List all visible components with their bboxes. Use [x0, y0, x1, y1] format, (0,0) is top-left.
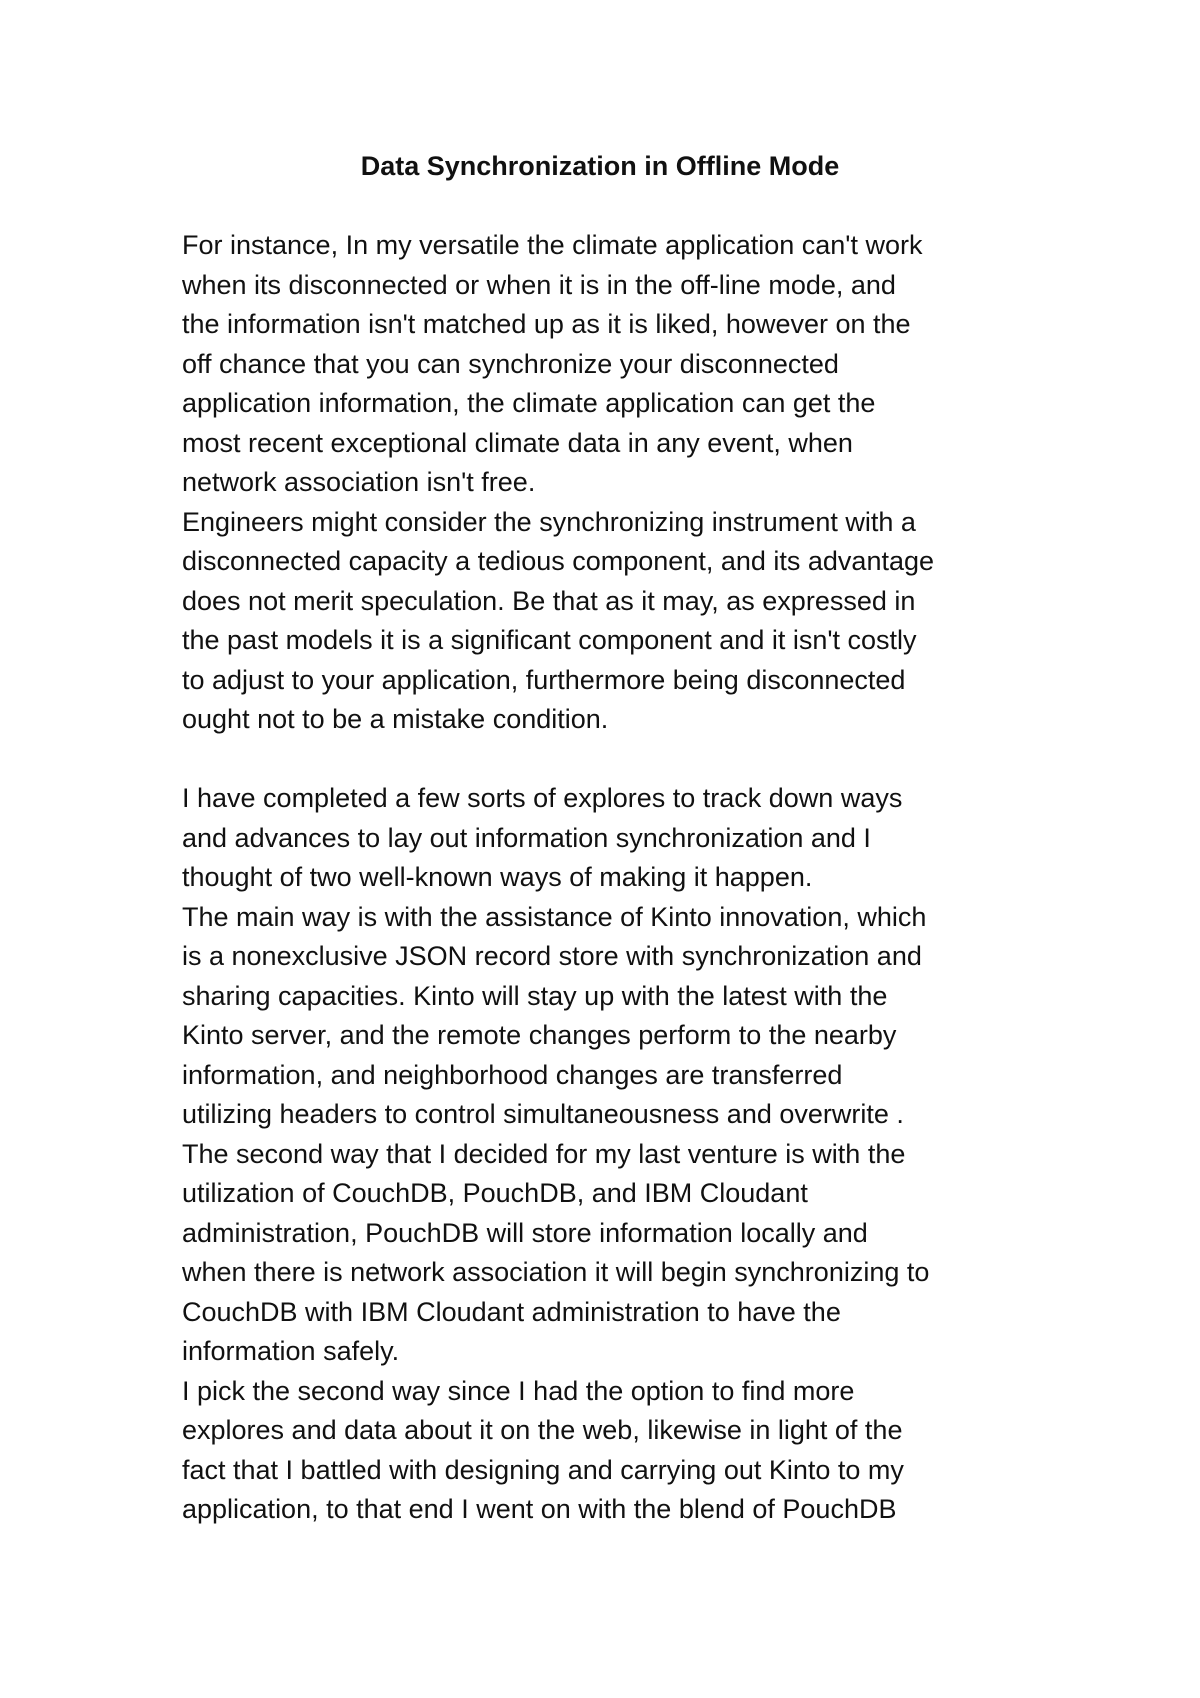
text-line: sharing capacities. Kinto will stay up with the latest with the	[182, 980, 888, 1011]
text-line: the information isn't matched up as it is liked, however on the	[182, 309, 911, 339]
text-line: the past models it is a significant component and it isn't costly	[182, 625, 917, 655]
text-line: explores and data about it on the web, likewise in light of the	[182, 1415, 903, 1445]
text-line: utilization of CouchDB, PouchDB, and IBM Cloudant	[182, 1178, 808, 1208]
text-line: disconnected capacity a tedious component, and its advantage	[182, 546, 935, 576]
text-line: when its disconnected or when it is in the off-line mode, and	[182, 269, 896, 300]
text-line: application information, the climate application can get the	[182, 388, 876, 418]
text-line: The main way is with the assistance of Kinto innovation, which	[182, 901, 927, 932]
text-line: fact that I battled with designing and carrying out Kinto to my	[182, 1454, 904, 1485]
text-line: thought of two well-known ways of making it happen.	[182, 862, 813, 892]
text-line: is a nonexclusive JSON record store with synchronization and	[182, 941, 922, 971]
text-line: Engineers might consider the synchronizing instrument with a	[182, 506, 916, 537]
text-line: most recent exceptional climate data in any event, when	[182, 427, 853, 458]
text-line: I pick the second way since I had the option to find more	[182, 1375, 855, 1406]
text-line: The second way that I decided for my last venture is with the	[182, 1138, 906, 1169]
text-line: does not merit speculation. Be that as it may, as expressed in	[182, 585, 916, 616]
text-line: administration, PouchDB will store information locally and	[182, 1217, 868, 1248]
text-line: off chance that you can synchronize your disconnected	[182, 348, 839, 379]
text-line: utilizing headers to control simultaneousness and overwrite .	[182, 1099, 904, 1129]
document-title: Data Synchronization in Offline Mode	[360, 151, 840, 181]
text-line: CouchDB with IBM Cloudant administration to have the	[182, 1296, 841, 1327]
document-body	[182, 226, 1082, 1530]
text-line: information, and neighborhood changes are transferred	[182, 1059, 843, 1090]
text-line: I have completed a few sorts of explores to track down ways	[182, 783, 903, 813]
blank-line	[182, 740, 1082, 780]
text-line: when there is network association it will begin synchronizing to	[182, 1257, 930, 1287]
text-line: For instance, In my versatile the climate application can't work	[182, 230, 923, 260]
text-line: and advances to lay out information synchronization and I	[182, 822, 871, 853]
text-line: application, to that end I went on with the blend of PouchDB	[182, 1494, 897, 1524]
text-line: Kinto server, and the remote changes perform to the nearby	[182, 1020, 897, 1050]
text-line: ought not to be a mistake condition.	[182, 704, 609, 734]
text-line: network association isn't free.	[182, 467, 536, 497]
text-line: to adjust to your application, furthermore being disconnected	[182, 664, 906, 695]
text-line: information safely.	[182, 1336, 400, 1366]
